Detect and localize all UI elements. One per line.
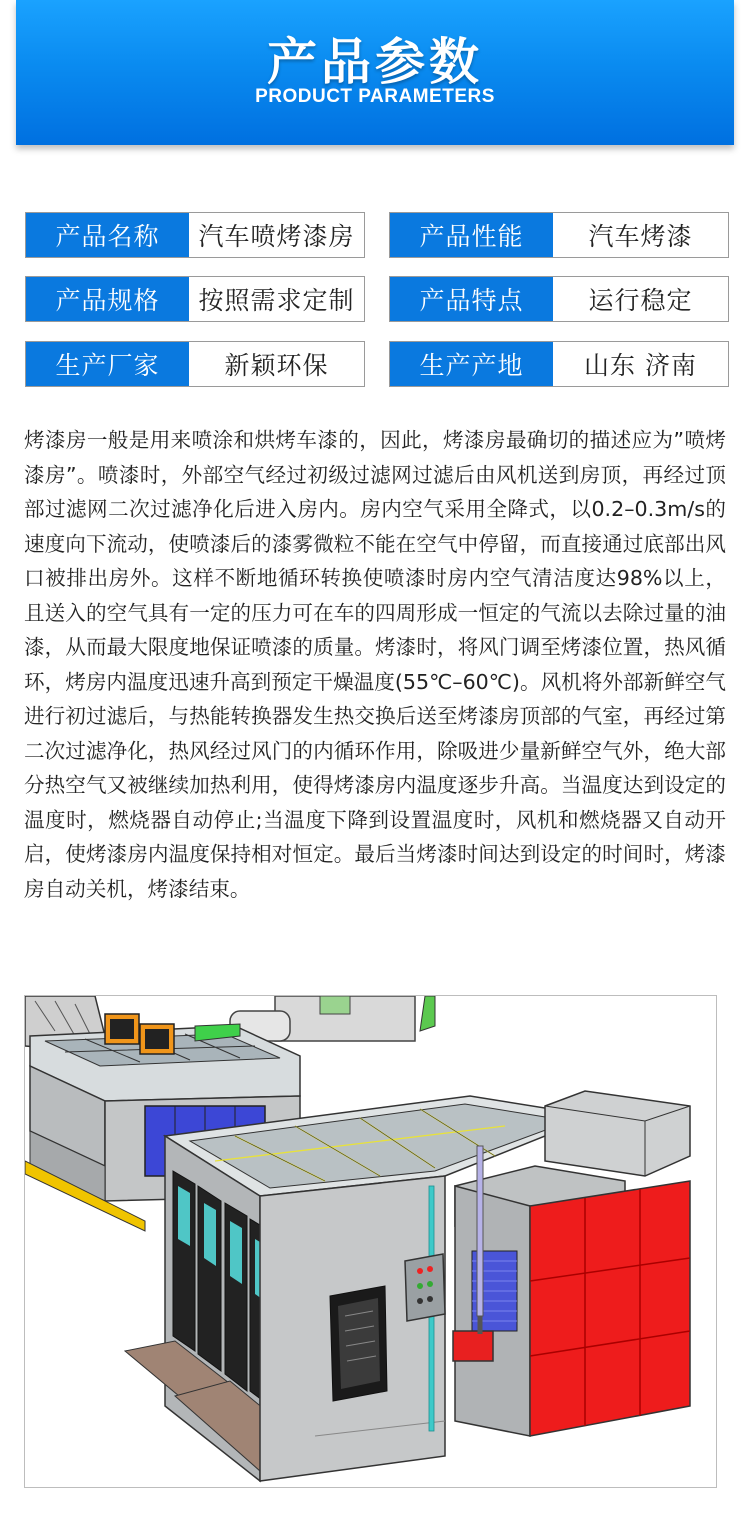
param-label: 生产产地: [390, 342, 553, 386]
param-value: 运行稳定: [588, 286, 693, 315]
param-row-spec: [25, 276, 365, 322]
param-value: 汽车喷烤漆房: [198, 222, 355, 251]
param-label: 产品性能: [390, 213, 553, 257]
spray-booth-illustration: [24, 995, 717, 1488]
param-label: 产品名称: [26, 213, 189, 257]
spray-booth-drawing: [25, 996, 717, 1488]
control-panel: [405, 1254, 445, 1321]
param-value: 汽车烤漆: [588, 222, 693, 251]
page-subtitle: PRODUCT PARAMETERS: [255, 86, 495, 107]
param-row-origin: [389, 341, 729, 387]
param-value: 山东 济南: [584, 351, 697, 380]
param-value: 新颖环保: [224, 351, 329, 380]
product-description: 烤漆房一般是用来喷涂和烘烤车漆的，因此，烤漆房最确切的描述应为”喷烤漆房”。喷漆时，外部空气经过初级过滤网过滤后由风机送到房顶，再经过顶部过滤网二次过滤净化后进入房内。房内空气采用全降式，以0.2–0.3m/s的速度向下流动，使喷漆后的漆雾微粒不能在空气中停留，而直接通过底部出风口被排出房外。这样不断地循环转换使喷漆时房内空气清洁度达98%以上，且送入的空气具有一定的压力可在车的四周形成一恒定的气流以去除过量的油漆，从而最大限度地保证喷漆的质量。烤漆时，将风门调至烤漆位置，热风循环，烤房内温度迅速升高到预定干燥温度(55℃–60℃)。风机将外部新鲜空气进行初过滤后，与热能转换器发生热交换后送至烤漆房顶部的气室，再经过第二次过滤净化，热风经过风门的内循环作用，除吸进少量新鲜空气外，绝大部分热空气又被继续加热利用，使得烤漆房内温度逐步升高。当温度达到设定的温度时，燃烧器自动停止;当温度下降到设置温度时，风机和燃烧器又自动开启，使烤漆房内温度保持相对恒定。最后当烤漆时间达到设定的时间时，烤漆房自动关机，烤漆结束。: [24, 428, 726, 901]
param-label: 产品特点: [390, 277, 553, 321]
param-row-feature: [389, 276, 729, 322]
page-title: 产品参数: [267, 33, 483, 91]
param-label: 产品规格: [26, 277, 189, 321]
header-banner: [16, 0, 734, 145]
param-row-performance: [389, 212, 729, 258]
param-value: 按照需求定制: [198, 286, 355, 315]
param-label: 生产厂家: [26, 342, 189, 386]
param-row-name: [25, 212, 365, 258]
param-row-manufacturer: [25, 341, 365, 387]
